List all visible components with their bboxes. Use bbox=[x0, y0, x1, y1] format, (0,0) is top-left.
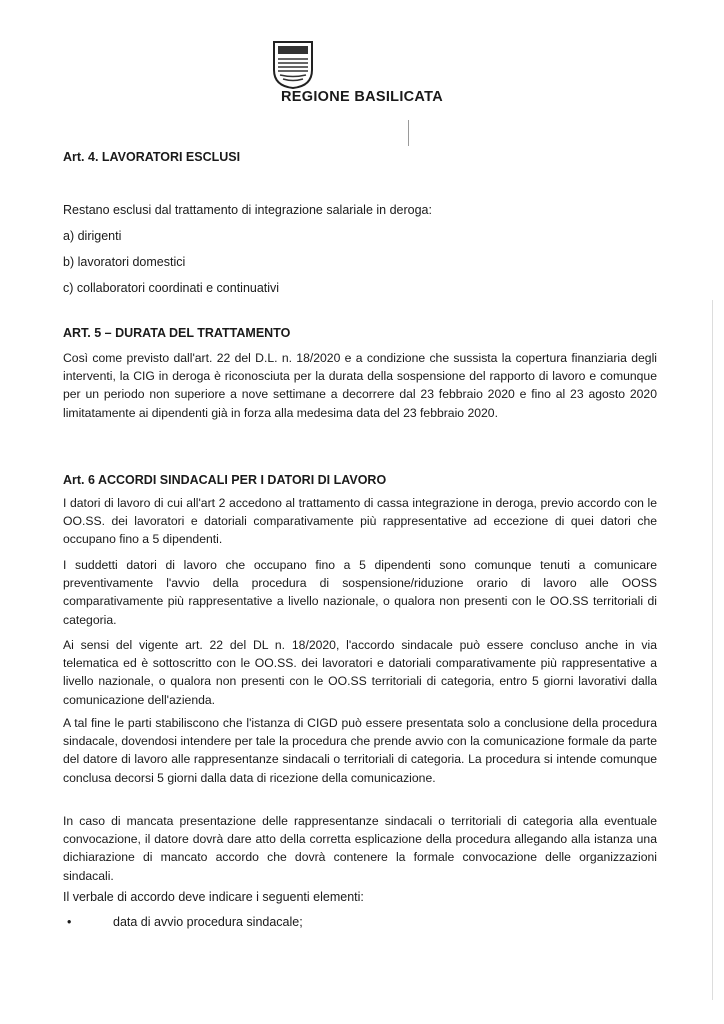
scan-artifact bbox=[408, 120, 409, 146]
art5-heading: ART. 5 – DURATA DEL TRATTAMENTO bbox=[63, 326, 291, 340]
art6-paragraph: Ai sensi del vigente art. 22 del DL n. 18/2020, l'accordo sindacale può essere concluso anche in via telematica ed è sottoscritto con le OO.SS. dei lavoratori e datoriali comparativamente più rappresentative a livello nazionale, o qualora non presenti con le OO.SS territoriali di categoria, entro 5 giorni lavorativi dalla comunicazione dell'azienda. bbox=[63, 638, 657, 707]
art6-paragraph: I datori di lavoro di cui all'art 2 accedono al trattamento di cassa integrazione in deroga, previo accordo con le OO.SS. dei lavoratori e datoriali comparativamente più rappresentative ad eccezione di quei datori che occupano fino a 5 dipendenti. bbox=[63, 496, 657, 547]
art4-heading: Art. 4. LAVORATORI ESCLUSI bbox=[63, 150, 241, 164]
list-item-text: data di avvio procedura sindacale; bbox=[113, 915, 303, 929]
art4-item-c: c) collaboratori coordinati e continuativi bbox=[63, 281, 280, 295]
scan-artifact bbox=[712, 300, 713, 1000]
art6-paragraph: A tal fine le parti stabiliscono che l'istanza di CIGD può essere presentata solo a conclusione della procedura sindacale, dovendosi intendere per tale la procedura che prende avvio con la comunicazione formale da parte del datore di lavoro alle rappresentanze sindacali o territoriali di categoria. La procedura si intende comunque conclusa decorsi 5 giorni dalla data di ricezione della comunicazione. bbox=[63, 716, 657, 785]
art6-paragraph: I suddetti datori di lavoro che occupano fino a 5 dipendenti sono comunque tenuti a comunicare preventivamente l'avvio della procedura di sospensione/riduzione orario di lavoro alle OOSS comparativamente più rappresentative a livello nazionale, o qualora non presenti con le OO.SS territoriali di categoria. bbox=[63, 558, 657, 627]
organization-title: REGIONE BASILICATA bbox=[281, 89, 443, 105]
art6-list-intro: Il verbale di accordo deve indicare i seguenti elementi: bbox=[63, 890, 364, 904]
art5-paragraph: Così come previsto dall'art. 22 del D.L. n. 18/2020 e a condizione che sussista la copertura finanziaria degli interventi, la CIG in deroga è riconosciuta per la durata della sospensione del rapporto di lavoro e comunque per un periodo non superiore a nove settimane a decorrere dal 23 febbraio 2020 e fino al 23 agosto 2020 limitatamente ai dipendenti già in forza alla medesima data del 23 febbraio 2020. bbox=[63, 351, 657, 420]
regional-crest-icon bbox=[272, 40, 314, 90]
art4-item-b: b) lavoratori domestici bbox=[63, 255, 186, 269]
art4-intro: Restano esclusi dal trattamento di integrazione salariale in deroga: bbox=[63, 203, 432, 217]
art4-item-a: a) dirigenti bbox=[63, 229, 122, 243]
art6-paragraph: In caso di mancata presentazione delle rappresentanze sindacali o territoriali di categoria alla eventuale convocazione, il datore dovrà dare atto della corretta esplicazione della procedura allegando alla istanza una dichiarazione di mancato accordo che dovrà contenere la formale convocazione delle organizzazioni sindacali. bbox=[63, 814, 657, 883]
art6-heading: Art. 6 ACCORDI SINDACALI PER I DATORI DI LAVORO bbox=[63, 473, 387, 487]
bullet-icon: • bbox=[67, 915, 72, 929]
